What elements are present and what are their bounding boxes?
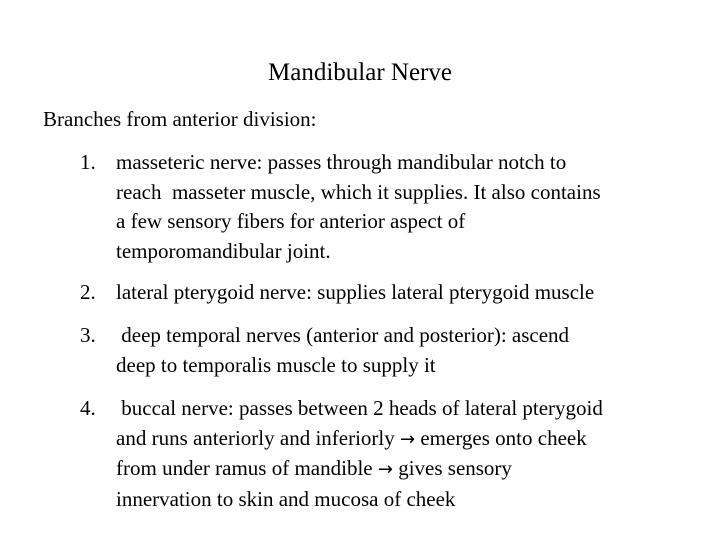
list-item-line: deep to temporalis muscle to supply it [116, 352, 436, 377]
list-item-number: 2. [80, 280, 96, 304]
list-item-masseteric-nerve [80, 148, 700, 266]
list-item-line-part: emerges onto cheek [420, 425, 587, 450]
list-item-line: innervation to skin and mucosa of cheek [116, 486, 456, 511]
list-item-buccal-nerve [80, 394, 700, 514]
list-item-line: temporomandibular joint. [116, 238, 331, 263]
list-item-line-part: from under ramus of mandible [116, 456, 378, 480]
list-item-line: deep temporal nerves (anterior and posterior): ascend [116, 323, 570, 347]
list-item-lateral-pterygoid-nerve [80, 278, 700, 308]
list-item-number: 1. [80, 150, 96, 174]
list-item-line-part: gives sensory [398, 456, 512, 480]
list-item-number: 3. [80, 323, 96, 347]
list-item-line-part: and runs anteriorly and inferiorly [116, 425, 400, 450]
page-title: Mandibular Nerve [268, 59, 452, 86]
arrow-right-icon: → [377, 459, 393, 480]
list-item-line: masseteric nerve: passes through mandibular notch to [116, 150, 567, 174]
list-item-line: a few sensory fibers for anterior aspect of [116, 209, 466, 233]
list-item-line: lateral pterygoid nerve: supplies lateral pterygoid muscle [116, 280, 595, 304]
list-item-number: 4. [80, 396, 96, 420]
list-item-line: buccal nerve: passes between 2 heads of lateral pterygoid [116, 396, 603, 420]
list-item-line-with-arrow [116, 454, 700, 485]
section-heading: Branches from anterior division: [43, 107, 317, 131]
arrow-right-icon: → [400, 428, 416, 450]
list-item-line: reach masseter muscle, which it supplies. It also contains [116, 179, 601, 204]
list-item-line-with-arrow [116, 424, 700, 455]
list-item-deep-temporal-nerves [80, 321, 700, 380]
